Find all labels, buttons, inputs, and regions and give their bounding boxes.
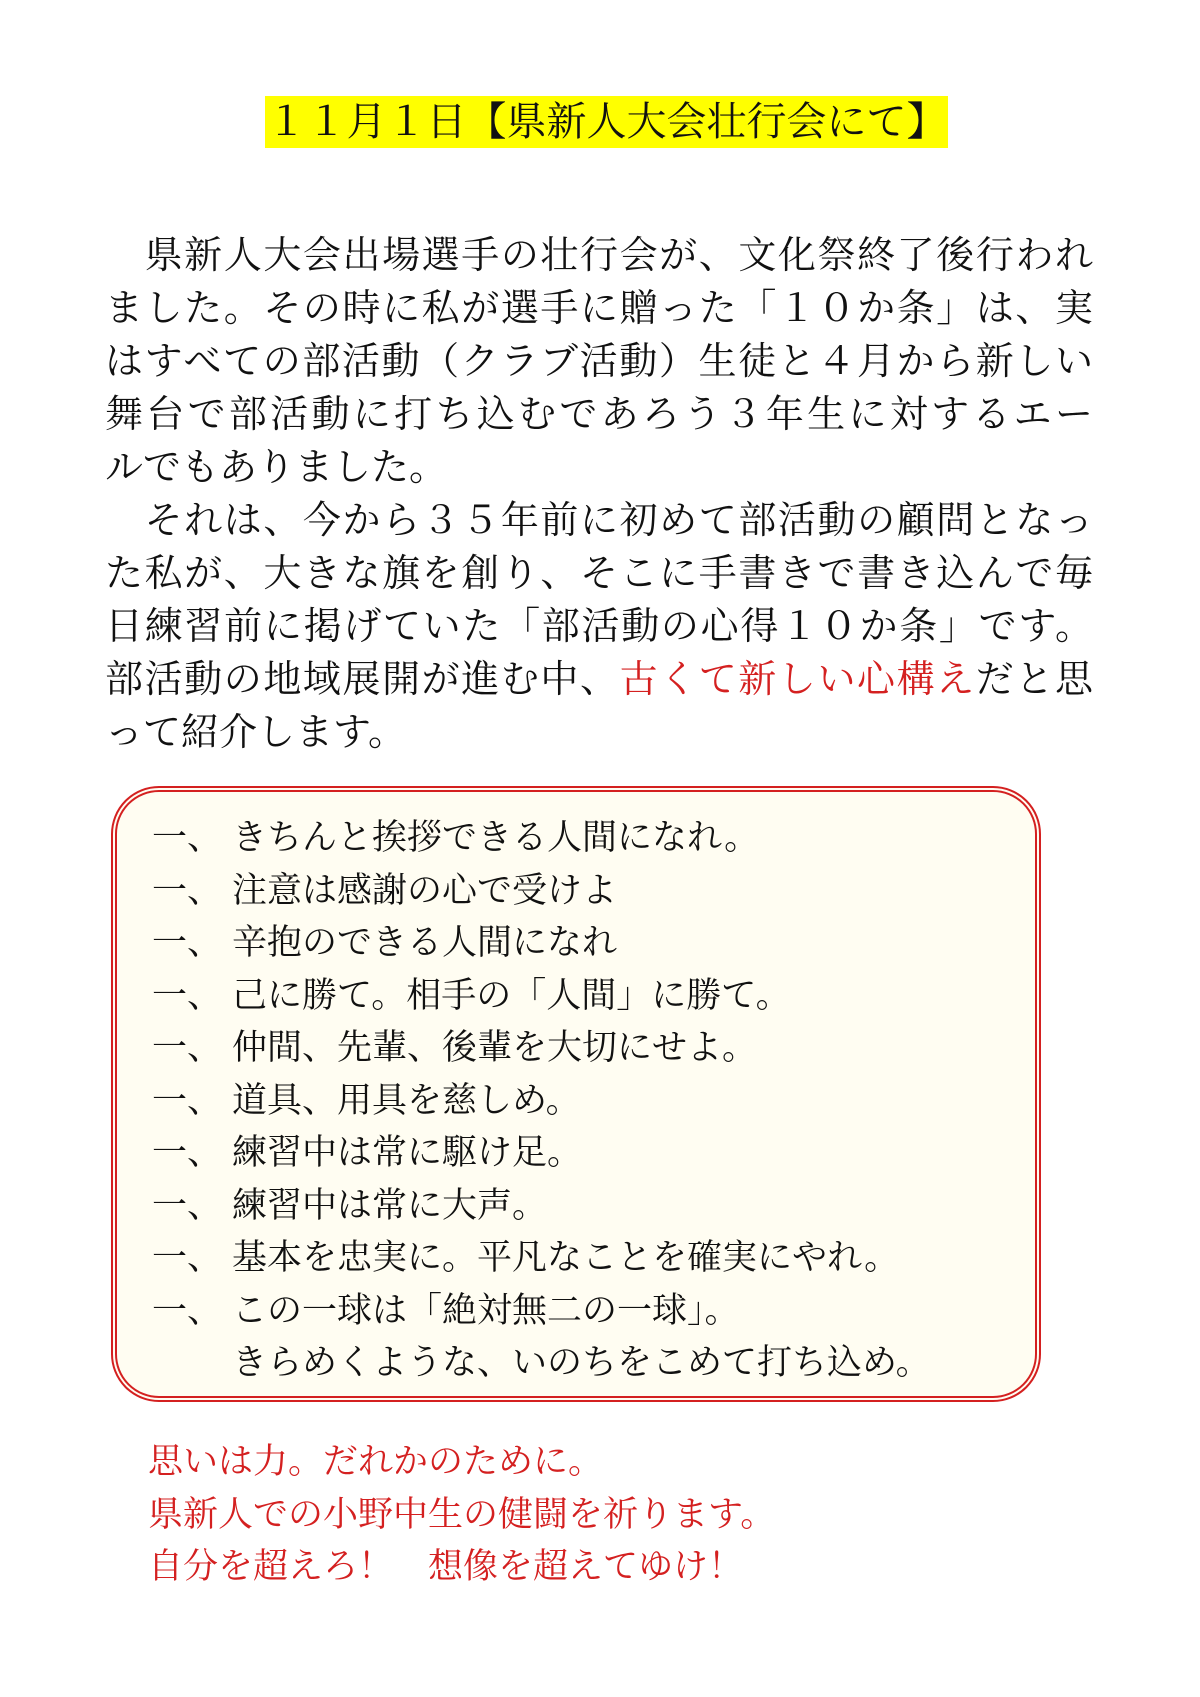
precept-marker: 一、 [152,1028,223,1068]
body-line: それは、今から３５年前に初めて部活動の顧問となっ [105,498,1093,542]
precept-marker: 一、 [152,975,223,1016]
indent [152,1337,232,1390]
precept-marker: 一、 [152,818,223,858]
page-title: １１月１日【県新人大会壮行会にて】 [265,96,948,148]
precept-marker: 一、 [152,1080,223,1121]
closing-line: 思いは力。だれかのために。 [148,1442,604,1482]
precept-marker: 一、 [152,1133,223,1173]
precept-marker: 一、 [152,1290,223,1331]
body-line [105,653,1093,706]
precept-item [152,1180,931,1233]
precept-item [152,970,931,1023]
body-line: 舞台で部活動に打ち込むであろう３年生に対するエー [105,392,1093,436]
precepts-box [111,786,1041,1402]
body-line: 県新人大会出場選手の壮行会が、文化祭終了後行われ [105,233,1093,277]
precept-item [152,1127,931,1180]
precept-marker: 一、 [152,870,223,911]
precept-text: 辛抱のできる人間になれ [232,923,618,963]
precept-item [152,1022,931,1075]
closing-message [148,1436,775,1594]
body-line: はすべての部活動（クラブ活動）生徒と４月から新しい [105,339,1093,383]
precept-text: 己に勝て。相手の「人間」に勝て。 [232,975,791,1016]
precept-text: 道具、用具を慈しめ。 [232,1080,581,1121]
precept-marker: 一、 [152,1185,223,1226]
body-line: 日練習前に掲げていた「部活動の心得１０か条」です。 [105,604,1093,648]
precept-item [152,812,931,865]
precept-text: きらめくような、いのちをこめて打ち込め。 [232,1343,931,1383]
precept-text: 練習中は常に大声。 [232,1185,548,1226]
precept-item [152,865,931,918]
precept-marker: 一、 [152,1238,223,1278]
precept-item [152,1285,931,1338]
body-text [105,229,1093,759]
body-text-segment: だと思 [975,657,1093,701]
body-line: ルでもありました。 [105,445,448,489]
body-line: って紹介します。 [105,710,406,754]
body-line: た私が、大きな旗を創り、そこに手書きで書き込んで毎 [105,551,1093,595]
precept-text: きちんと挨拶できる人間になれ。 [232,818,760,858]
precepts-list [152,812,931,1390]
precept-text: 基本を忠実に。平凡なことを確実にやれ。 [232,1238,900,1278]
body-line: ました。その時に私が選手に贈った「１０か条」は、実 [105,286,1093,330]
precept-text: 練習中は常に駆け足。 [232,1133,583,1173]
highlighted-phrase: 古くて新しい心構え [619,657,976,701]
precept-text: この一球は「絶対無二の一球」。 [232,1290,740,1331]
precept-item [152,1075,931,1128]
precept-item [152,1232,931,1285]
precept-marker: 一、 [152,923,223,963]
body-text-segment: 部活動の地域展開が進む中、 [105,657,620,701]
precept-continuation [152,1337,931,1390]
precept-text: 注意は感謝の心で受けよ [232,870,618,911]
precept-item [152,917,931,970]
precept-text: 仲間、先輩、後輩を大切にせよ。 [232,1028,758,1068]
closing-line: 自分を超えろ！ 想像を超えてゆけ！ [148,1547,744,1587]
closing-line: 県新人での小野中生の健闘を祈ります。 [148,1494,776,1535]
